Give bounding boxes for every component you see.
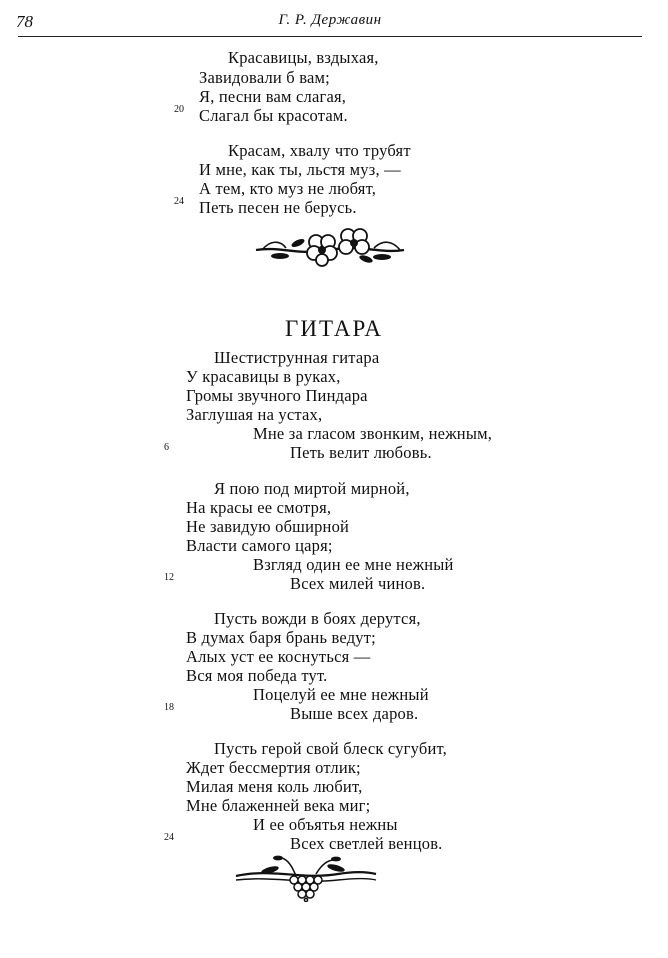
verse-line: Взгляд один ее мне нежный bbox=[253, 555, 454, 574]
verse-line: Не завидую обширной bbox=[186, 517, 350, 536]
grape-vignette-icon bbox=[232, 854, 380, 907]
flower-vignette-icon bbox=[250, 226, 410, 275]
verse-line: Пусть герой свой блеск сугубит, bbox=[214, 739, 447, 758]
verse-line: На красы ее смотря, bbox=[186, 498, 332, 517]
verse-line: В думах баря брань ведут; bbox=[186, 628, 376, 647]
verse-line: Ждет бессмертия отлик; bbox=[186, 758, 361, 777]
line-number: 24 bbox=[174, 196, 184, 207]
line-number: 12 bbox=[164, 572, 174, 583]
verse-line: Вся моя победа тут. bbox=[186, 666, 328, 685]
running-head: Г. Р. Державин bbox=[278, 12, 382, 28]
page-number: 78 bbox=[16, 12, 33, 31]
verse-line: Всех милей чинов. bbox=[290, 574, 426, 593]
verse-line: Громы звучного Пиндара bbox=[186, 386, 368, 405]
verse-line: Всех светлей венцов. bbox=[290, 834, 443, 853]
verse-line: И мне, как ты, льстя муз, — bbox=[199, 160, 401, 179]
verse-line: Алых уст ее коснуться — bbox=[186, 647, 371, 666]
poem-title: ГИТАРА bbox=[285, 316, 383, 341]
line-number: 24 bbox=[164, 832, 174, 843]
page-header bbox=[12, 4, 648, 36]
verse-line: А тем, кто муз не любят, bbox=[199, 179, 377, 198]
verse-line: Слагал бы красотам. bbox=[199, 106, 348, 125]
verse-line: Мне блаженней века миг; bbox=[186, 796, 371, 815]
line-number: 20 bbox=[174, 104, 184, 115]
verse-line: Выше всех даров. bbox=[290, 704, 419, 723]
verse-line: Петь песен не берусь. bbox=[199, 198, 357, 217]
verse-line: Завидовали б вам; bbox=[199, 68, 330, 87]
verse-line: Пусть вожди в боях дерутся, bbox=[214, 609, 421, 628]
line-number: 18 bbox=[164, 702, 174, 713]
verse-line: Поцелуй ее мне нежный bbox=[253, 685, 429, 704]
header-rule bbox=[18, 36, 642, 37]
verse-line: Красавицы, вздыхая, bbox=[228, 48, 379, 67]
verse-line: Шестиструнная гитара bbox=[214, 348, 380, 367]
verse-line: Мне за гласом звонким, нежным, bbox=[253, 424, 493, 443]
verse-line: И ее объятья нежны bbox=[253, 815, 398, 834]
verse-line: Я пою под миртой мирной, bbox=[214, 479, 410, 498]
verse-line: Красам, хвалу что трубят bbox=[228, 141, 411, 160]
verse-line: Петь велит любовь. bbox=[290, 443, 432, 462]
verse-line: У красавицы в руках, bbox=[186, 367, 341, 386]
verse-line: Власти самого царя; bbox=[186, 536, 333, 555]
verse-line: Милая меня коль любит, bbox=[186, 777, 363, 796]
verse-line: Я, песни вам слагая, bbox=[199, 87, 347, 106]
line-number: 6 bbox=[164, 442, 169, 453]
verse-line: Заглушая на устах, bbox=[186, 405, 323, 424]
